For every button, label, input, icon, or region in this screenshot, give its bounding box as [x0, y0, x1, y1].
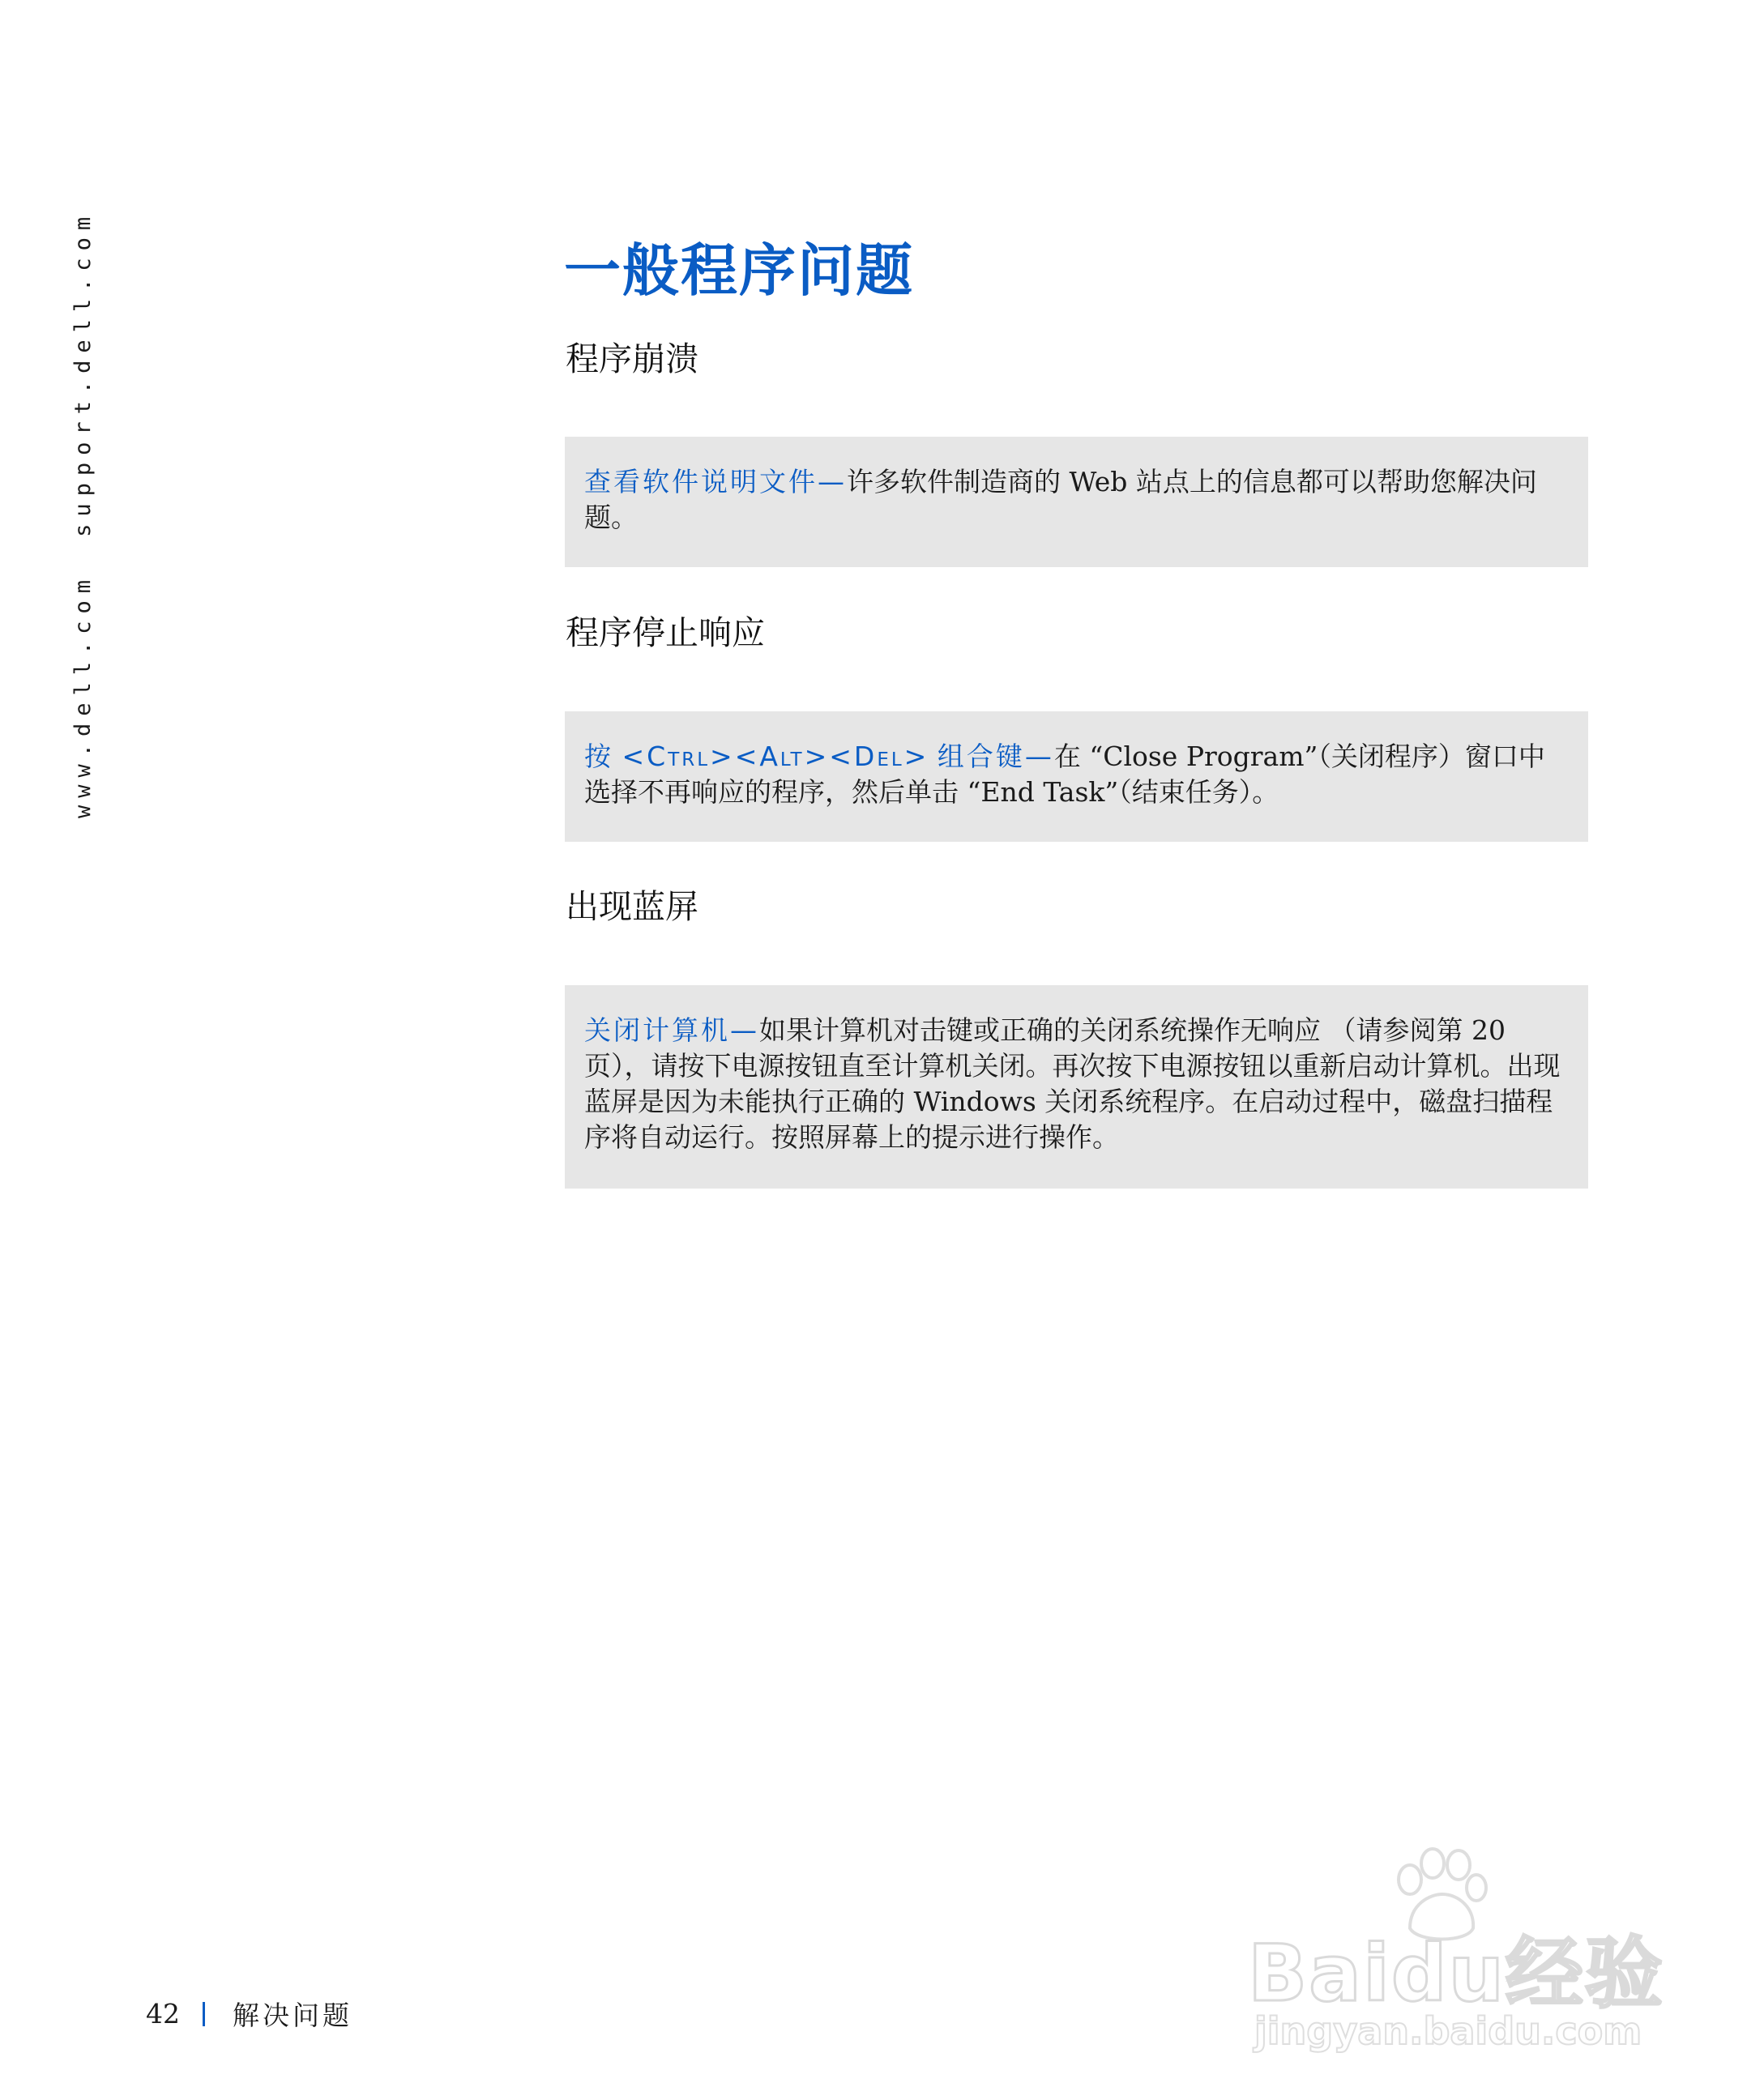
tip-body: 如果计算机对击键或正确的关闭系统操作无响应 （请参阅第 20 页），请按下电源按钮直至计算机关闭。再次按下电源按钮以重新启动计算机。出现蓝屏是因为未能执行正确的 Windows 关闭系统程序。在启动过程中，磁盘扫描程序将自动运行。按照屏幕上的提示进行操作。: [584, 1014, 1561, 1153]
tip-term: 查看软件说明文件: [584, 466, 818, 497]
tip-text: [584, 464, 1569, 536]
footer-divider: [203, 2002, 205, 2026]
key-ctrl: <Ctrl>: [621, 741, 735, 772]
tip-dash: —: [818, 466, 847, 497]
side-url-right: support.dell.com: [70, 209, 96, 537]
section-heading-program-not-responding: 程序停止响应: [566, 613, 765, 652]
tip-body: 在 “Close Program”（关闭程序）窗口中选择不再响应的程序，然后单击 “End Task”（结束任务）。: [584, 741, 1545, 808]
tip-body: 许多软件制造商的 Web 站点上的信息都可以帮助您解决问题。: [584, 466, 1537, 533]
page-number: 42: [146, 1998, 180, 2030]
baidu-watermark: [1248, 1847, 1669, 2053]
side-url-left: www.dell.com: [70, 572, 96, 818]
page-footer: [146, 1995, 352, 2033]
section-heading-program-crash: 程序崩溃: [566, 339, 698, 378]
tip-term-prefix: 按: [584, 741, 613, 772]
tip-term-suffix: 组合键: [937, 741, 1025, 772]
key-del: <Del>: [829, 741, 929, 772]
tip-term: 关闭计算机: [584, 1014, 730, 1046]
tip-box-program-not-responding: [565, 711, 1588, 842]
section-heading-blue-screen: 出现蓝屏: [566, 887, 698, 926]
tip-box-blue-screen: [565, 985, 1588, 1189]
watermark-url: jingyan.baidu.com: [1254, 2009, 1642, 2053]
tip-text: [584, 739, 1569, 810]
tip-text: [584, 1013, 1569, 1155]
side-url: [58, 209, 107, 818]
chapter-title: 解决问题: [233, 2000, 352, 2031]
tip-dash: —: [1024, 741, 1054, 772]
tip-box-program-crash: [565, 437, 1588, 567]
page-title: 一般程序问题: [564, 237, 914, 304]
watermark-brand: Baidu经验: [1248, 1928, 1664, 2019]
key-alt: <Alt>: [734, 741, 830, 772]
tip-dash: —: [730, 1014, 759, 1046]
